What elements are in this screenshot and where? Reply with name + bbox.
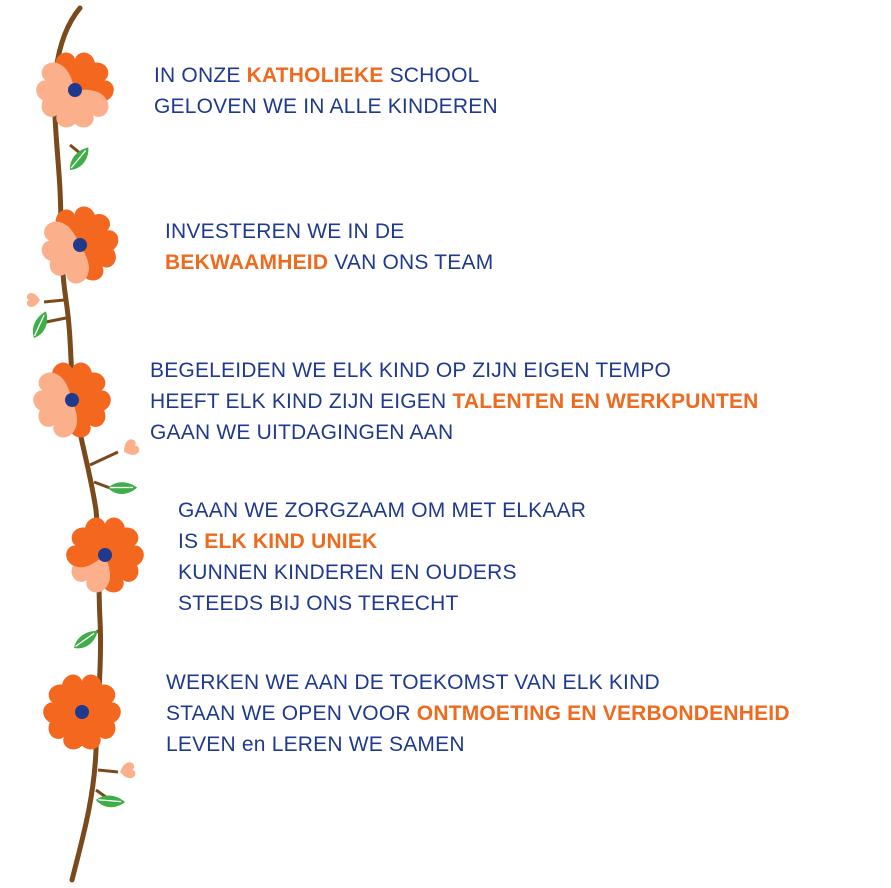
flower-icon [63,518,147,597]
statement-block-4 [178,495,586,619]
statement-line: GAAN WE ZORGZAAM OM MET ELKAAR [178,499,587,522]
highlight-text: KATHOLIEKE [246,64,384,87]
statement-line: KUNNEN KINDEREN EN OUDERS [178,561,517,584]
leaf-icon [71,629,102,651]
flower-icon [40,675,124,754]
highlight-text: ONTMOETING EN VERBONDENHEID [416,702,790,725]
leaf-icon [107,478,137,498]
statement-block-2 [165,216,493,278]
bud-icon [119,762,137,780]
leaf-icon [64,146,94,173]
flower-icon [40,205,122,288]
flower-icon [33,53,117,132]
flower-icon [30,363,114,442]
statement-line: BEKWAAMHEID VAN ONS TEAM [165,251,494,274]
highlight-text: TALENTEN EN WERKPUNTEN [452,390,759,413]
statement-line: HEEFT ELK KIND ZIJN EIGEN TALENTEN EN WERKPUNTEN [150,390,759,413]
stem-vine [55,8,101,880]
statement-line: IS ELK KIND UNIEK [178,530,378,553]
statement-block-3 [150,355,759,448]
bud-icon [27,293,40,307]
statement-line: GELOVEN WE IN ALLE KINDEREN [154,95,498,118]
leaf-icon [26,310,54,340]
statement-block-5 [166,667,790,760]
statement-line: GAAN WE UITDAGINGEN AAN [150,421,454,444]
bud-icon [120,438,141,459]
statement-line: BEGELEIDEN WE ELK KIND OP ZIJN EIGEN TEMPO [150,359,672,382]
highlight-text: ELK KIND UNIEK [204,530,378,553]
statement-line: LEVEN en LEREN WE SAMEN [166,733,465,756]
statement-block-1 [154,60,498,122]
statement-line: STEEDS BIJ ONS TERECHT [178,592,459,615]
statement-line: WERKEN WE AAN DE TOEKOMST VAN ELK KIND [166,671,660,694]
statement-line: INVESTEREN WE IN DE [165,220,405,243]
statement-line: IN ONZE KATHOLIEKE SCHOOL [154,64,480,87]
statement-line: STAAN WE OPEN VOOR ONTMOETING EN VERBONDENHEID [166,702,790,725]
highlight-text: BEKWAAMHEID [165,251,329,274]
